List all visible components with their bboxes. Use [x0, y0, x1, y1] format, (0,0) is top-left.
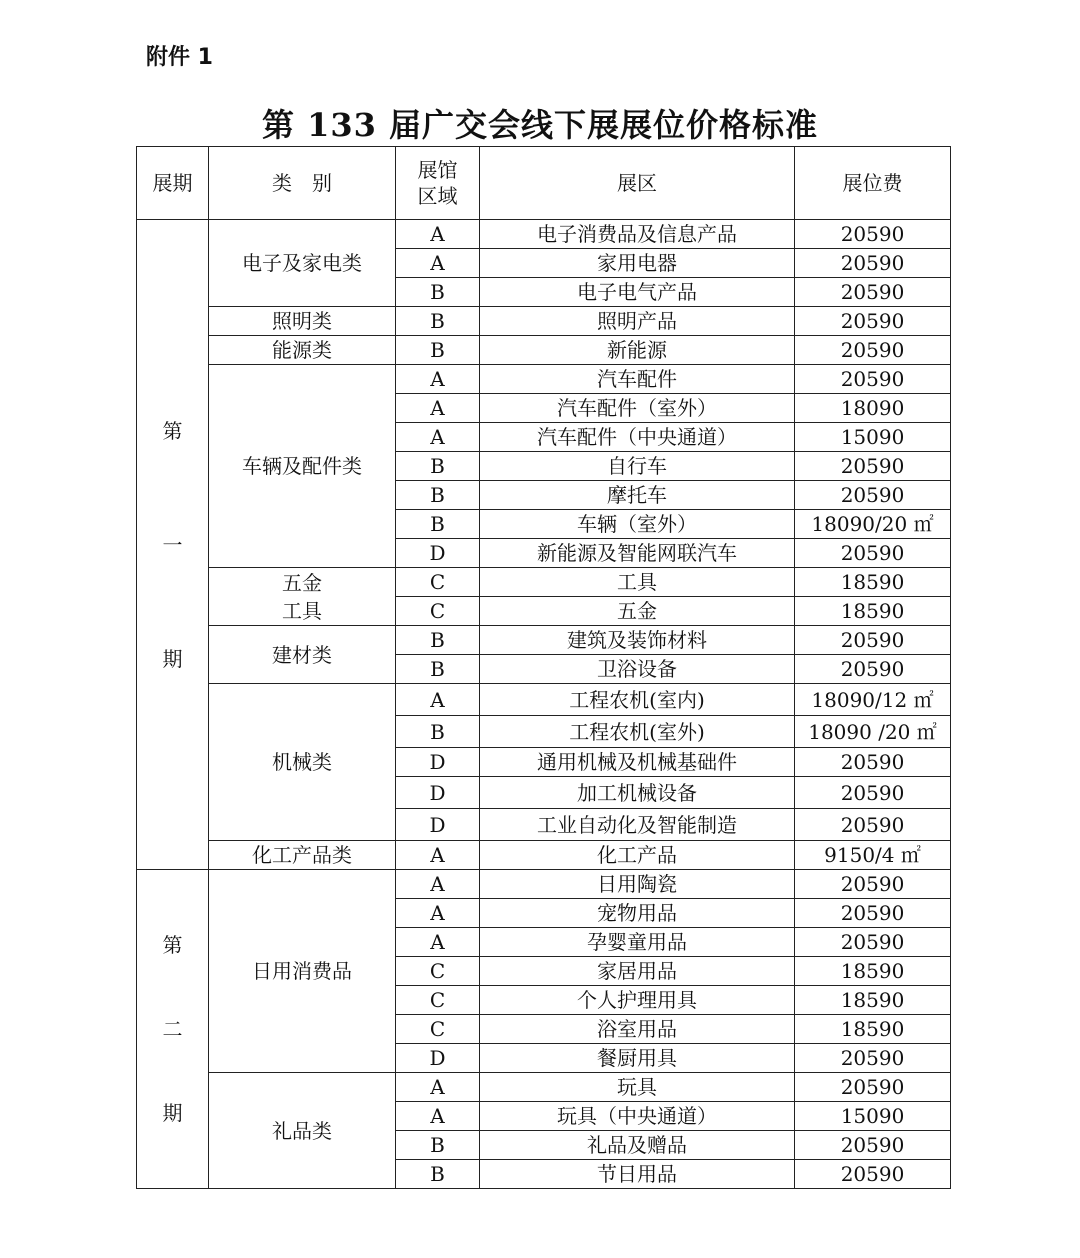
zone-cell: 五金: [480, 597, 795, 626]
fee-cell: 20590: [795, 1131, 951, 1160]
hall-cell: A: [396, 220, 480, 249]
period-1-char: 一: [162, 532, 183, 557]
fee-cell: 18590: [795, 597, 951, 626]
hall-cell: B: [396, 716, 480, 748]
hall-cell: C: [396, 597, 480, 626]
header-hall-line2: 区域: [417, 184, 458, 208]
fee-cell: 18590: [795, 1015, 951, 1044]
fee-cell: 18590: [795, 986, 951, 1015]
zone-cell: 节日用品: [480, 1160, 795, 1189]
zone-cell: 摩托车: [480, 481, 795, 510]
fee-cell: 20590: [795, 626, 951, 655]
zone-cell: 汽车配件: [480, 365, 795, 394]
fee-cell: 9150/4 ㎡: [795, 841, 951, 870]
zone-cell: 餐厨用具: [480, 1044, 795, 1073]
zone-cell: 车辆（室外）: [480, 510, 795, 539]
attachment-label: 附件 1: [146, 45, 213, 70]
header-period: 展期: [137, 147, 209, 220]
period-2-cell: [137, 870, 209, 1189]
hall-cell: A: [396, 928, 480, 957]
category-electronics: 电子及家电类: [209, 220, 396, 307]
category-energy: 能源类: [209, 336, 396, 365]
hall-cell: A: [396, 841, 480, 870]
zone-cell: 新能源及智能网联汽车: [480, 539, 795, 568]
category-gifts: 礼品类: [209, 1073, 396, 1189]
zone-cell: 工业自动化及智能制造: [480, 809, 795, 841]
category-consumer: 日用消费品: [209, 870, 396, 1073]
hall-cell: C: [396, 986, 480, 1015]
zone-cell: 玩具: [480, 1073, 795, 1102]
fee-cell: 20590: [795, 748, 951, 777]
zone-cell: 通用机械及机械基础件: [480, 748, 795, 777]
hall-cell: D: [396, 748, 480, 777]
fee-cell: 20590: [795, 1073, 951, 1102]
zone-cell: 化工产品: [480, 841, 795, 870]
hall-cell: B: [396, 510, 480, 539]
fee-cell: 15090: [795, 1102, 951, 1131]
hall-cell: B: [396, 336, 480, 365]
period-2-char: 二: [162, 1017, 183, 1041]
fee-cell: 18090/12 ㎡: [795, 684, 951, 716]
period-2-char: 期: [162, 1101, 183, 1125]
table-row: [137, 365, 951, 394]
header-row: [137, 147, 951, 220]
zone-cell: 工程农机(室内): [480, 684, 795, 716]
category-building: 建材类: [209, 626, 396, 684]
hall-cell: D: [396, 777, 480, 809]
period-1-char: 第: [162, 418, 183, 443]
zone-cell: 新能源: [480, 336, 795, 365]
table-row: [137, 568, 951, 597]
zone-cell: 照明产品: [480, 307, 795, 336]
zone-cell: 工具: [480, 568, 795, 597]
hall-cell: A: [396, 899, 480, 928]
zone-cell: 宠物用品: [480, 899, 795, 928]
header-hall: [396, 147, 480, 220]
hall-cell: B: [396, 452, 480, 481]
hall-cell: B: [396, 626, 480, 655]
category-hardware: [209, 568, 396, 626]
zone-cell: 汽车配件（中央通道）: [480, 423, 795, 452]
fee-cell: 20590: [795, 655, 951, 684]
zone-cell: 卫浴设备: [480, 655, 795, 684]
zone-cell: 电子消费品及信息产品: [480, 220, 795, 249]
hall-cell: A: [396, 684, 480, 716]
hall-cell: B: [396, 655, 480, 684]
zone-cell: 家居用品: [480, 957, 795, 986]
category-machinery: 机械类: [209, 684, 396, 841]
fee-cell: 18590: [795, 957, 951, 986]
fee-cell: 20590: [795, 899, 951, 928]
fee-cell: 20590: [795, 452, 951, 481]
period-2-char: 第: [162, 933, 183, 957]
period-1-cell: [137, 220, 209, 870]
category-hardware-line2: 工具: [282, 598, 322, 623]
hall-cell: C: [396, 568, 480, 597]
zone-cell: 玩具（中央通道）: [480, 1102, 795, 1131]
fee-cell: 20590: [795, 220, 951, 249]
zone-cell: 建筑及装饰材料: [480, 626, 795, 655]
fee-cell: 18090: [795, 394, 951, 423]
fee-cell: 20590: [795, 1044, 951, 1073]
hall-cell: D: [396, 809, 480, 841]
fee-cell: 20590: [795, 336, 951, 365]
fee-cell: 20590: [795, 777, 951, 809]
hall-cell: C: [396, 957, 480, 986]
fee-cell: 15090: [795, 423, 951, 452]
hall-cell: A: [396, 1102, 480, 1131]
zone-cell: 浴室用品: [480, 1015, 795, 1044]
fee-cell: 18590: [795, 568, 951, 597]
hall-cell: B: [396, 481, 480, 510]
hall-cell: B: [396, 1160, 480, 1189]
hall-cell: B: [396, 307, 480, 336]
table-row: [137, 307, 951, 336]
category-chemical: 化工产品类: [209, 841, 396, 870]
zone-cell: 日用陶瓷: [480, 870, 795, 899]
table-row: [137, 220, 951, 249]
fee-cell: 20590: [795, 539, 951, 568]
hall-cell: A: [396, 423, 480, 452]
header-category: 类 别: [209, 147, 396, 220]
hall-cell: A: [396, 365, 480, 394]
zone-cell: 电子电气产品: [480, 278, 795, 307]
hall-cell: D: [396, 1044, 480, 1073]
header-zone: 展区: [480, 147, 795, 220]
zone-cell: 汽车配件（室外）: [480, 394, 795, 423]
hall-cell: B: [396, 1131, 480, 1160]
table-row: [137, 336, 951, 365]
hall-cell: A: [396, 870, 480, 899]
fee-cell: 20590: [795, 809, 951, 841]
fee-cell: 20590: [795, 928, 951, 957]
category-hardware-line1: 五金: [282, 570, 322, 595]
fee-cell: 18090 /20 ㎡: [795, 716, 951, 748]
period-1-char: 期: [162, 646, 183, 671]
fee-cell: 20590: [795, 481, 951, 510]
hall-cell: B: [396, 278, 480, 307]
header-hall-line1: 展馆: [417, 158, 458, 182]
table-row: [137, 870, 951, 899]
page-title: 第 133 届广交会线下展展位价格标准: [261, 106, 819, 144]
zone-cell: 孕婴童用品: [480, 928, 795, 957]
table-row: [137, 841, 951, 870]
hall-cell: D: [396, 539, 480, 568]
fee-cell: 20590: [795, 278, 951, 307]
fee-cell: 20590: [795, 307, 951, 336]
fee-cell: 18090/20 ㎡: [795, 510, 951, 539]
fee-cell: 20590: [795, 1160, 951, 1189]
fee-cell: 20590: [795, 249, 951, 278]
table-row: [137, 1073, 951, 1102]
category-lighting: 照明类: [209, 307, 396, 336]
fee-cell: 20590: [795, 365, 951, 394]
hall-cell: A: [396, 249, 480, 278]
hall-cell: A: [396, 394, 480, 423]
zone-cell: 礼品及赠品: [480, 1131, 795, 1160]
zone-cell: 加工机械设备: [480, 777, 795, 809]
header-fee: 展位费: [795, 147, 951, 220]
hall-cell: C: [396, 1015, 480, 1044]
category-vehicles: 车辆及配件类: [209, 365, 396, 568]
zone-cell: 个人护理用具: [480, 986, 795, 1015]
fee-cell: 20590: [795, 870, 951, 899]
table-row: [137, 684, 951, 716]
zone-cell: 工程农机(室外): [480, 716, 795, 748]
table-row: [137, 626, 951, 655]
hall-cell: A: [396, 1073, 480, 1102]
zone-cell: 自行车: [480, 452, 795, 481]
zone-cell: 家用电器: [480, 249, 795, 278]
price-table: [136, 146, 951, 1189]
